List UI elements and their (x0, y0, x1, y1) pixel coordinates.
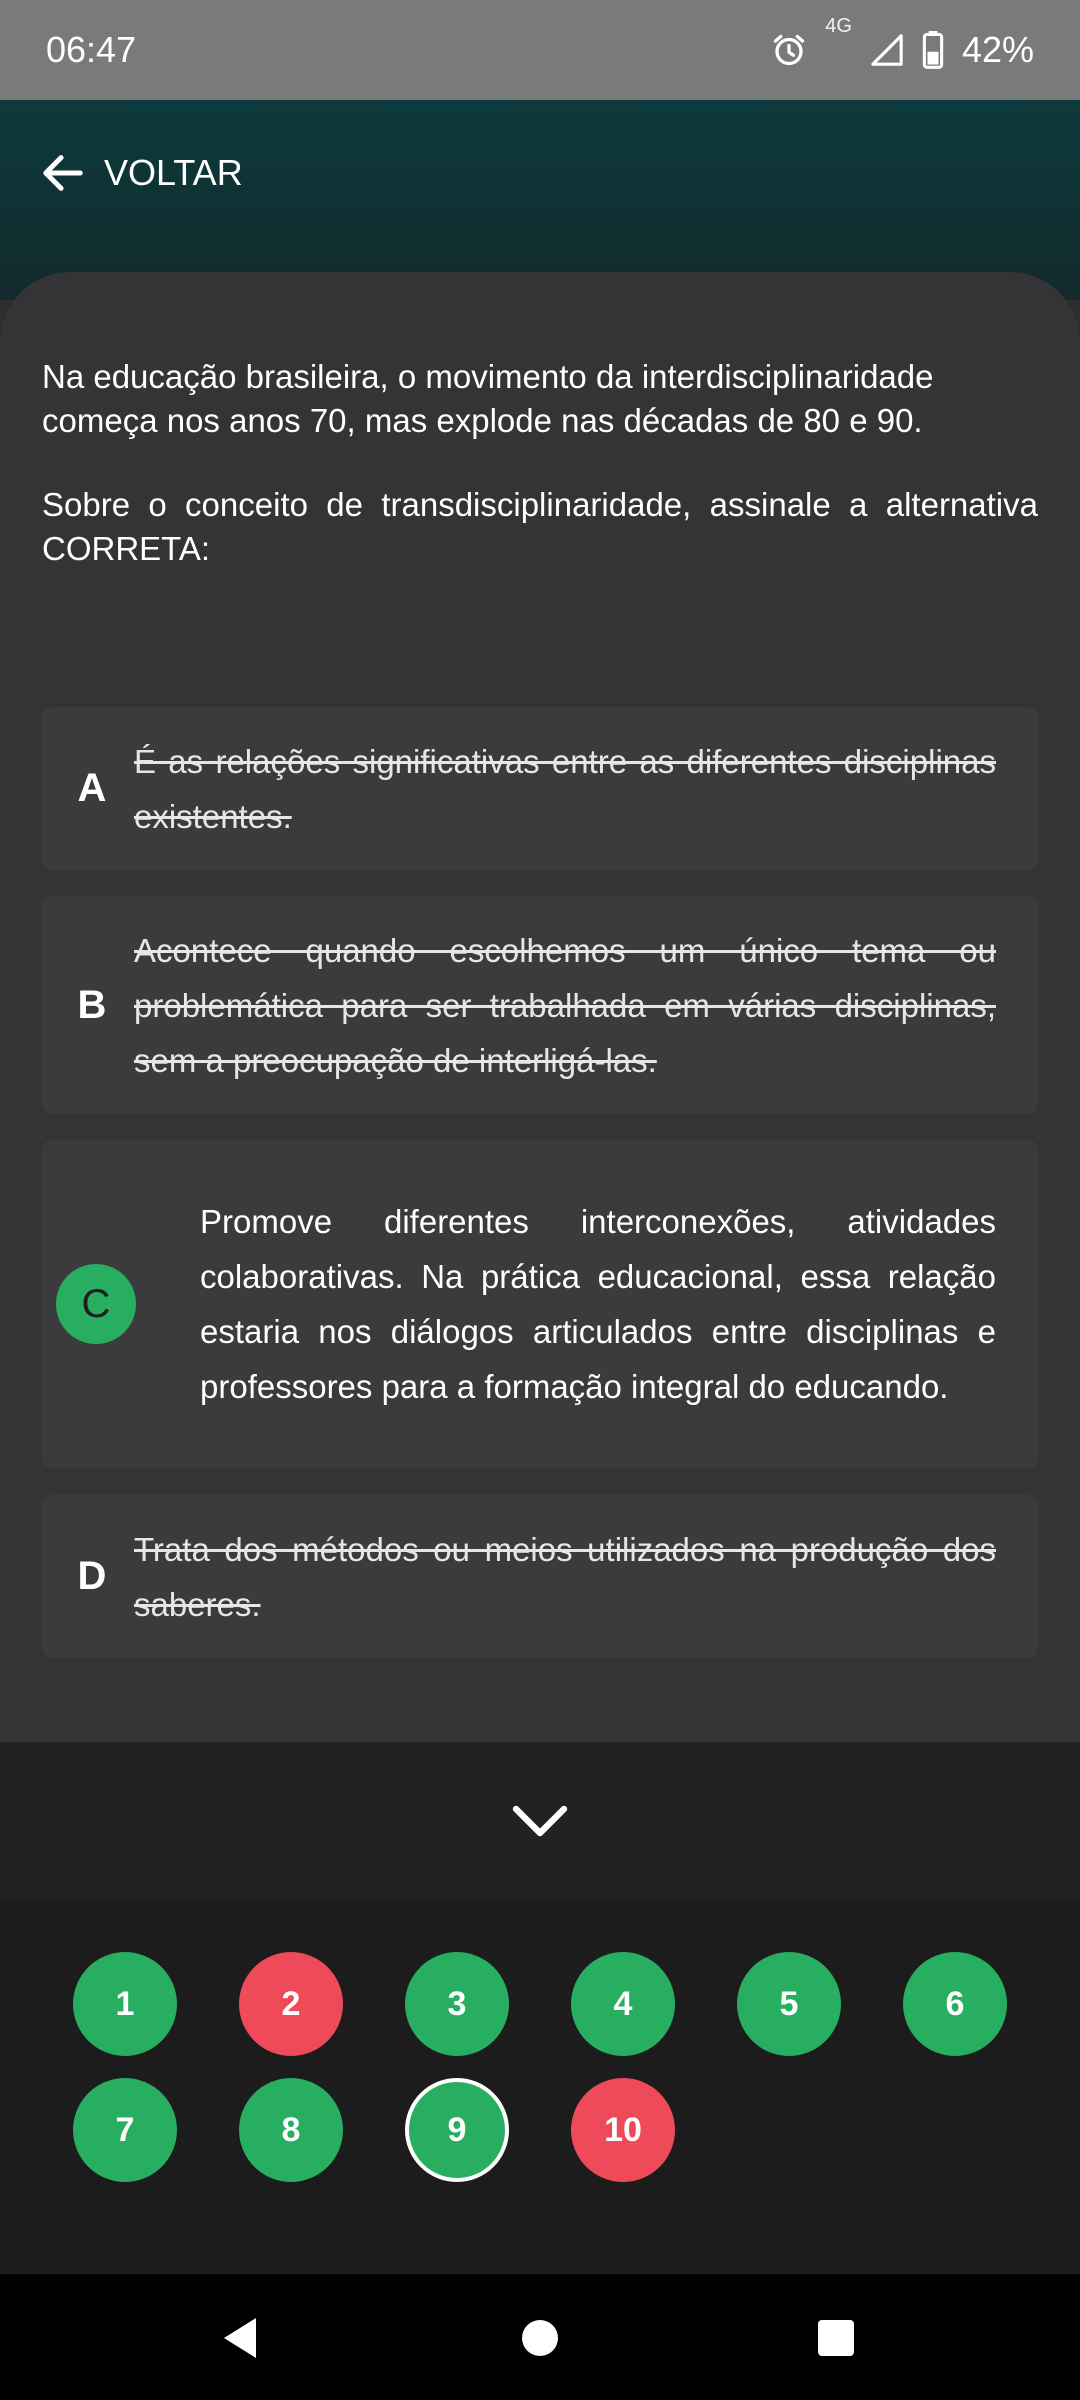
collapse-panel-button[interactable] (0, 1742, 1080, 1900)
question-nav-5[interactable]: 5 (737, 1952, 841, 2056)
header (0, 100, 1080, 300)
question-prompt: Sobre o conceito de transdisciplinaridade, assinale a alternativa CORRETA: (42, 486, 1038, 567)
option-letter-selected: C (56, 1264, 136, 1344)
signal-icon (870, 33, 904, 67)
network-type: 4G (825, 15, 852, 37)
question-navigator (0, 1900, 1080, 2274)
option-letter: D (77, 1554, 107, 1598)
status-time: 06:47 (46, 29, 137, 70)
system-navigation-bar (0, 2274, 1080, 2400)
option-letter: A (77, 766, 107, 810)
question-nav-3[interactable]: 3 (405, 1952, 509, 2056)
option-text: Acontece quando escolhemos um único tema ou problemática para ser trabalhada em várias disciplinas, sem a preocupação de interligá-las. (134, 931, 996, 1079)
back-button[interactable] (40, 150, 243, 196)
back-triangle-icon[interactable] (220, 2316, 260, 2360)
question-nav-1[interactable]: 1 (73, 1952, 177, 2056)
arrow-left-icon (40, 150, 86, 196)
status-bar (0, 0, 1080, 100)
battery-level: 42% (961, 29, 1034, 70)
question-nav-6[interactable]: 6 (903, 1952, 1007, 2056)
recents-square-icon[interactable] (816, 2318, 856, 2358)
option-c[interactable] (42, 1140, 1038, 1468)
status-icons (771, 15, 1034, 71)
option-a[interactable] (42, 707, 1038, 870)
question-nav-10[interactable]: 10 (571, 2078, 675, 2182)
option-d[interactable] (42, 1495, 1038, 1658)
home-circle-icon[interactable] (520, 2318, 560, 2358)
battery-icon (922, 31, 944, 69)
question-nav-4[interactable]: 4 (571, 1952, 675, 2056)
question-statement (42, 355, 1038, 611)
question-nav-9-current[interactable]: 9 (405, 2078, 509, 2182)
back-label: VOLTAR (104, 152, 243, 193)
option-text: É as relações significativas entre as diferentes disciplinas existentes. (134, 742, 996, 835)
question-paragraph: Na educação brasileira, o movimento da interdisciplinaridade começa nos anos 70, mas explode nas décadas de 80 e 90. (42, 358, 934, 439)
chevron-down-icon (510, 1801, 570, 1841)
option-text: Trata dos métodos ou meios utilizados na produção dos saberes. (134, 1530, 996, 1623)
question-nav-7[interactable]: 7 (73, 2078, 177, 2182)
question-nav-2[interactable]: 2 (239, 1952, 343, 2056)
option-b[interactable] (42, 896, 1038, 1114)
alarm-icon (771, 32, 807, 68)
option-text: Promove diferentes interconexões, atividades colaborativas. Na prática educacional, essa relação estaria nos diálogos articulados entre disciplinas e professores para a formação integral do educando. (200, 1203, 996, 1405)
option-letter: B (77, 982, 107, 1027)
question-nav-8[interactable]: 8 (239, 2078, 343, 2182)
